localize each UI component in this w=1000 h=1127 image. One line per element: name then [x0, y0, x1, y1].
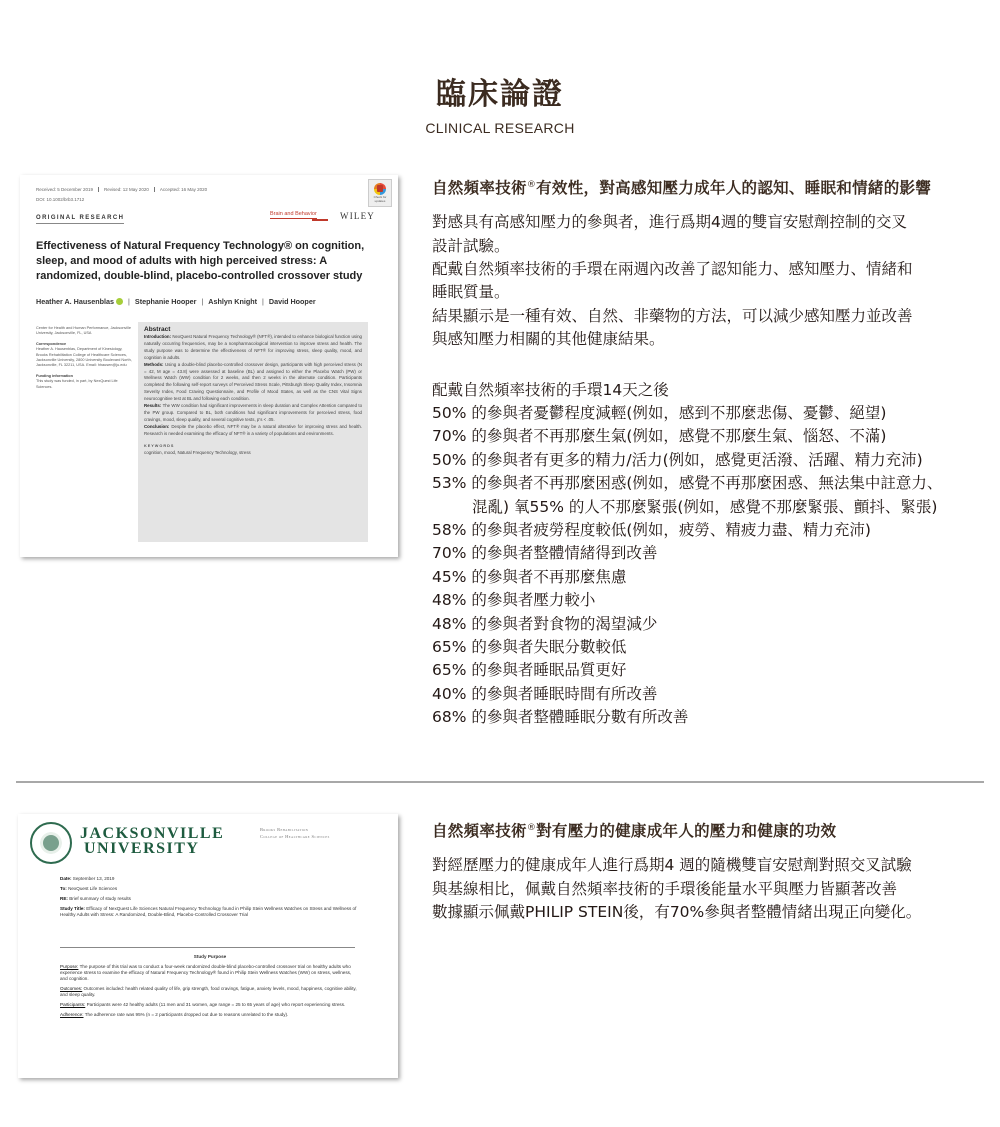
keywords-label: KEYWORDS: [144, 443, 175, 448]
paper-doi: DOI: 10.1002/brb3.1712: [36, 197, 85, 202]
research-paper-image: [20, 175, 398, 557]
correspondence: Heather A. Hausenblas, Department of Kinesiology, Brooks Rehabilitation College of Healthcare Sciences, Jacksonville University, 2800 University Boulevard North, Jacksonville, FL 32211, USA. Email: hhausen@ju.edu: [36, 347, 132, 368]
section-efficacy: [432, 817, 992, 924]
purpose-label: Purpose:: [60, 964, 79, 969]
summary-line: 對感具有高感知壓力的參與者，進行爲期4週的雙盲安慰劑控制的交叉: [432, 213, 907, 232]
summary-line: 設計試驗。: [432, 236, 510, 255]
section-effectiveness: [432, 174, 992, 730]
correspondence-label: Correspondence: [36, 341, 67, 346]
page-header: [0, 76, 1000, 136]
author: Heather A. Hausenblas: [36, 297, 115, 306]
memo-date: September 13, 2019: [72, 876, 115, 881]
result-item: 70% 的參與者不再那麼生氣(例如，感覺不那麼生氣、惱怒、不滿): [432, 427, 887, 446]
result-item: 50% 的參與者憂鬱程度減輕(例如，感到不那麼悲傷、憂鬱、絕望): [432, 404, 887, 422]
summary-line: 與感知壓力相關的其他健康結果。: [432, 330, 665, 349]
results-intro: 配戴自然頻率技術的手環14天之後: [432, 380, 669, 399]
summary-line: 配戴自然頻率技術的手環在兩週內改善了認知能力、感知壓力、情緒和: [432, 259, 913, 278]
university-line: JACKSONVILLE: [80, 825, 225, 842]
summary-line: 睡眠質量。: [432, 283, 510, 302]
summary-line: 與基線相比，佩戴自然頻率技術的手環後能量水平與壓力皆顯著改善: [432, 879, 898, 898]
memo-rule: [60, 947, 355, 948]
result-item: 混亂) 氧55% 的人不那麼緊張(例如，感覺不那麼緊張、顫抖、緊張): [472, 497, 938, 516]
college-name: [260, 826, 330, 840]
results-label: Results:: [144, 403, 162, 409]
to-label: To:: [60, 886, 67, 891]
date-label: Date:: [60, 876, 72, 881]
bookmark-icon: [374, 183, 386, 195]
author: Ashlyn Knight: [208, 297, 258, 306]
results-list: [432, 379, 992, 730]
paper-abstract: [138, 322, 368, 542]
orcid-icon: [116, 298, 123, 305]
memo-header: [60, 876, 360, 922]
publisher-logo: WILEY: [340, 211, 375, 221]
result-item: 65% 的參與者失眠分數較低: [432, 638, 627, 657]
page-subtitle: CLINICAL RESEARCH: [425, 120, 575, 136]
affiliation: Center for Health and Human Performance, Jacksonville University, Jacksonville, FL, USA: [36, 326, 131, 336]
author: David Hooper: [268, 297, 316, 306]
accepted-date: Accepted: 16 May 2020: [159, 187, 208, 192]
section-heading: 自然頻率技術®對有壓力的健康成年人的壓力和健康的功效: [432, 822, 837, 841]
study-purpose-heading: Study Purpose: [193, 954, 227, 959]
journal-name: Brain and Behavior: [270, 211, 317, 217]
purpose-text: The purpose of this trial was to conduct a four-week randomized double-blind placebo-controlled crossover trial on healthy adults who experience stress to examine the efficacy of Natural Frequency Technology® found in Philip Stein Wellness Watches (WW) on stress, wellness, and cognition.: [60, 964, 352, 981]
result-item: 70% 的參與者整體情緒得到改善: [432, 544, 658, 563]
summary-line: 數據顯示佩戴PHILIP STEIN後，有70%參與者整體情緒出現正向變化。: [432, 902, 922, 921]
section-divider: [16, 781, 984, 783]
summary-line: 結果顯示是一種有效、自然、非藥物的方法，可以減少感知壓力並改善: [432, 306, 913, 325]
university-name: [80, 826, 224, 856]
page-title: 臨床論證: [436, 77, 564, 112]
received-date: Received: 5 December 2019: [36, 187, 99, 192]
registered-mark: ®: [526, 180, 537, 190]
funding: This study was funded, in part, by NexQuest Life Sciences.: [36, 379, 118, 389]
section-summary: [432, 211, 992, 351]
study-title: Efficacy of NexQuest Life Sciences Natural Frequency Technology found in Philip Stein Wellness Watches on Stress and Wellness of Healthy Adults with Stress: A Randomized, Double-Blind, Placebo-Controlled Crossover Trial: [60, 906, 357, 917]
results-text: The WW condition had significant improvements in sleep duration and Complex Attention compared to the PW group. Compared to BL, both conditions had significant improvements for perceived stress, food cravings, mood, sleep quality, and several cognitive tests, p's < .05.: [144, 403, 363, 422]
methods-label: Methods:: [144, 361, 164, 367]
section-heading: 自然頻率技術®有效性，對高感知壓力成年人的認知、睡眠和情緒的影響: [432, 179, 932, 198]
abstract-heading: Abstract: [144, 326, 171, 333]
result-item: 58% 的參與者疲勞程度較低(例如，疲勞、精疲力盡、精力充沛): [432, 521, 871, 540]
study-title-label: Study Title:: [60, 906, 85, 911]
participants-text: Participants were 42 healthy adults (11 men and 31 women, age range = 25 to 65 years of age) who report experiencing stress.: [86, 1002, 346, 1007]
result-item: 65% 的參與者睡眠品質更好: [432, 661, 627, 680]
conclusion-text: Despite the placebo effect, NFT® may be a natural alterative for improving stress and health. Research is needed examining the efficacy of NFT® in a variety of populations and environments.: [144, 423, 362, 436]
section-summary: [432, 854, 992, 924]
check-for-updates-badge: [368, 179, 392, 207]
adherence-text: The adherence rate was 95% (n = 2 participants dropped out due to reasons unrelated to the study).: [84, 1012, 289, 1017]
outcomes-text: Outcomes included: health related quality of life, grip strength, food cravings, fatigue, anxiety levels, mood, happiness, cognitive ability, and sleep quality.: [60, 986, 357, 997]
paper-authors: Heather A. Hausenblas | Stephanie Hooper | Ashlyn Knight | David Hooper: [36, 297, 316, 306]
paper-section-label: ORIGINAL RESEARCH: [36, 215, 124, 224]
study-memo-image: [18, 814, 398, 1078]
re-label: RE:: [60, 896, 68, 901]
result-item: 50% 的參與者有更多的精力/活力(例如，感覺更活潑、活躍、精力充沛): [432, 450, 923, 469]
adherence-label: Adherence:: [60, 1012, 84, 1017]
participants-label: Participants:: [60, 1002, 86, 1007]
result-item: 45% 的參與者不再那麼焦慮: [432, 567, 627, 586]
summary-line: 對經歷壓力的健康成年人進行爲期4 週的隨機雙盲安慰劑對照交叉試驗: [432, 856, 912, 875]
revised-date: Revised: 12 May 2020: [104, 187, 155, 192]
university-seal-icon: [30, 822, 72, 864]
result-item: 53% 的參與者不再那麼困惑(例如，感覺不再那麼困惑、無法集中註意力、: [432, 474, 943, 493]
study-purpose: [60, 954, 360, 1022]
paper-title: Effectiveness of Natural Frequency Technology® on cognition, sleep, and mood of adults with high perceived stress: A randomized, double-blind, placebo-controlled crossover study: [36, 240, 365, 282]
college-line: Brooks Rehabilitation: [260, 827, 309, 832]
intro-text: NexQuest Natural Frequency Technology® (NFT®), intended to enhance biological function using naturally occurring frequencies, may be a nonpharmacological intervention to improve stress and health. The study purpose was to determine the effectiveness of NFT® for improving stress, sleep quality, mood, and cognition in adults.: [144, 334, 362, 360]
result-item: 48% 的參與者對食物的渴望減少: [432, 614, 658, 633]
memo-re: Brief summary of study results: [69, 896, 131, 901]
funding-label: Funding information: [36, 373, 73, 378]
conclusion-label: Conclusion:: [144, 423, 170, 429]
college-line: College of Healthcare Sciences: [260, 834, 330, 839]
paper-dates: [36, 187, 217, 192]
keywords: cognition, mood, Natural Frequency Technology, stress: [144, 449, 251, 455]
university-line: UNIVERSITY: [84, 840, 200, 857]
result-item: 40% 的參與者睡眠時間有所改善: [432, 684, 658, 703]
author: Stephanie Hooper: [134, 297, 197, 306]
outcomes-label: Outcomes:: [60, 986, 83, 991]
check-updates-label: Check for updates: [373, 195, 387, 203]
intro-label: Introduction:: [144, 334, 172, 339]
memo-to: NexQuest Life Sciences: [68, 886, 118, 891]
methods-text: Using a double-blind placebo-controlled crossover design, participants with high perceived stress (N = 42, M age = 43.8) were assessed at baseline (BL) and assigned to either the Placebo Watch (PW) or Wellness Watch (WW) condition for 2 weeks, and then 2 weeks in the alternate condition. Participants completed the following self-report surveys of Perceived Stress Scale, Pittsburgh Sleep Quality Index, Insomnia Severity Index, Food Craving Questionnaire, and Profile of Mood States, as well as the CNS Vital Signs neurocognitive test at BL and following each condition.: [144, 361, 362, 402]
journal-bar: [312, 219, 328, 221]
registered-mark: ®: [526, 823, 537, 833]
paper-sidebar: [36, 326, 134, 390]
result-item: 68% 的參與者整體睡眠分數有所改善: [432, 708, 689, 727]
result-item: 48% 的參與者壓力較小: [432, 591, 596, 610]
